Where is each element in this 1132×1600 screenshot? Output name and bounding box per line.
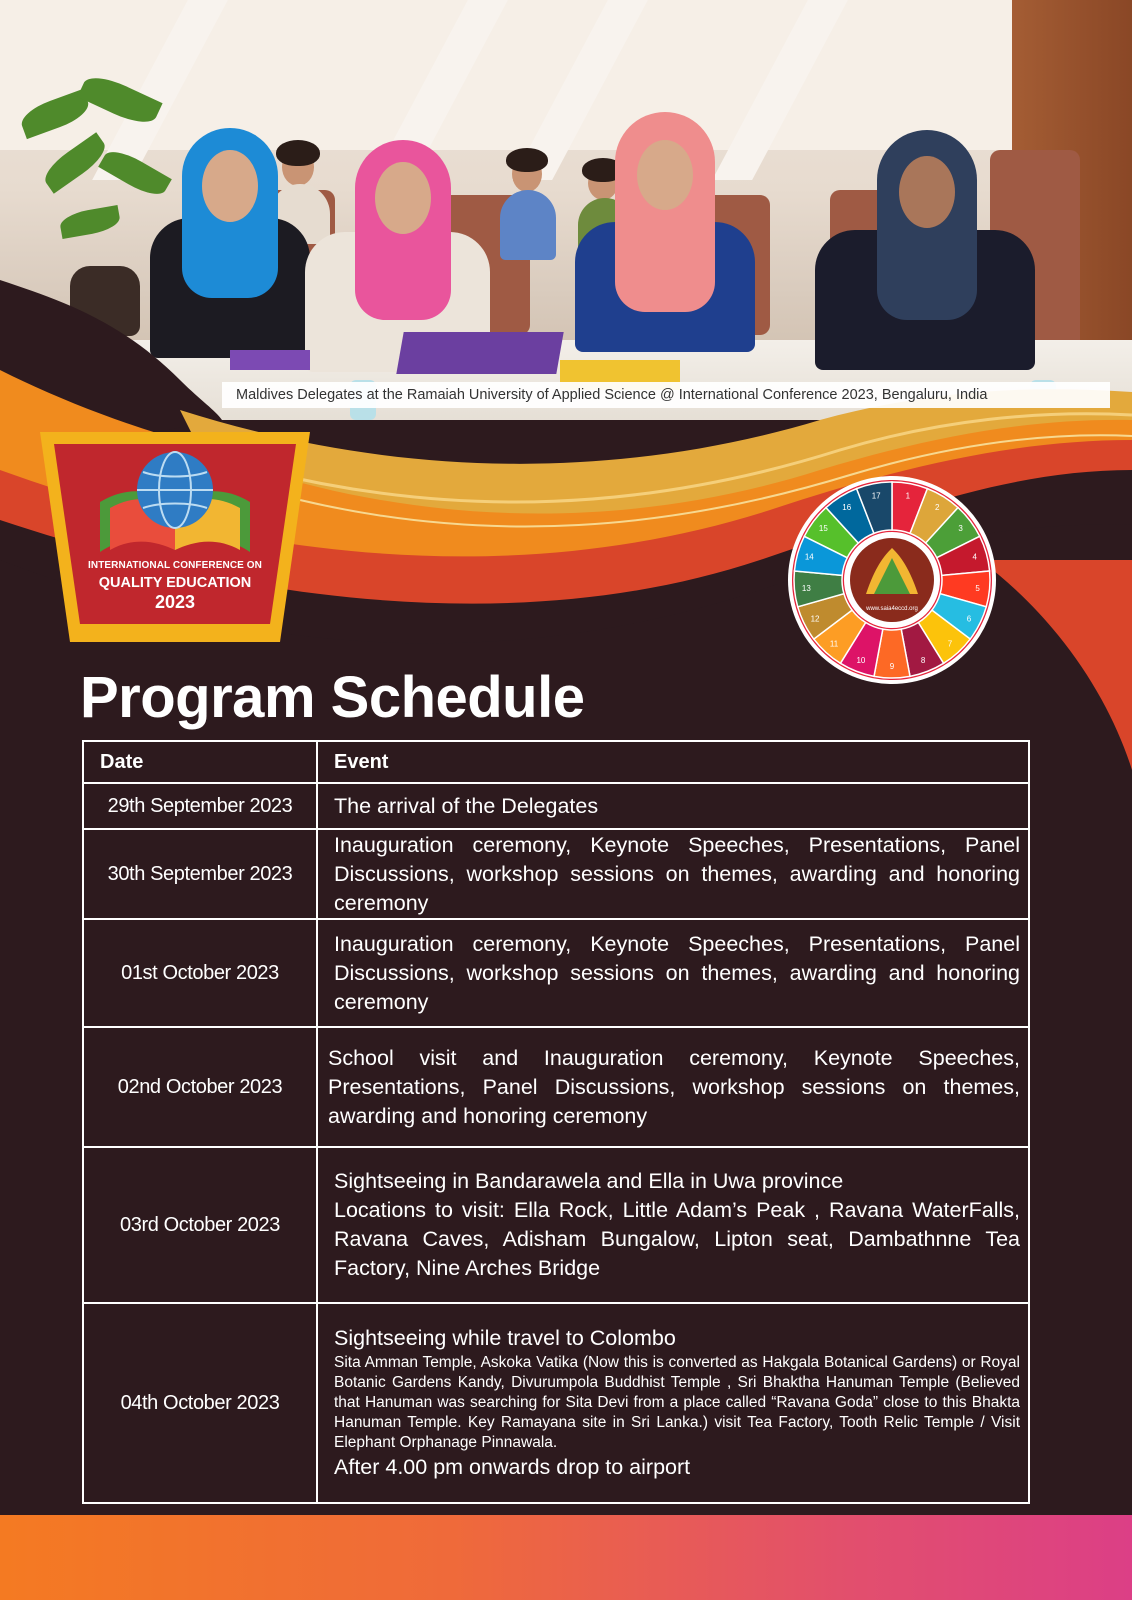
row-date: 03rd October 2023 — [83, 1147, 317, 1303]
row-event-line2: Locations to visit: Ella Rock, Little Adam’s Peak , Ravana WaterFalls, Ravana Caves, Adisham Bungalow, Lipton seat, Dambathnne Tea Factory, Nine Arches Bridge — [334, 1198, 1020, 1280]
conference-logo — [40, 432, 310, 642]
sdg-segment-number: 1 — [905, 491, 911, 501]
photo-caption: Maldives Delegates at the Ramaiah University of Applied Science @ International Conference 2023, Bengaluru, India — [222, 382, 1110, 408]
row-event — [317, 1147, 1029, 1303]
sdg-segment-number: 13 — [801, 583, 811, 593]
sdg-segment-number: 16 — [842, 502, 852, 512]
sdg-segment-number: 2 — [935, 502, 940, 512]
sdg-segment-number: 6 — [966, 614, 972, 624]
row-event — [317, 1303, 1029, 1503]
logo-line1: INTERNATIONAL CONFERENCE ON — [88, 560, 262, 571]
row-event-line1: Sightseeing in Bandarawela and Ella in Uwa province — [334, 1169, 844, 1193]
sdg-segment-number: 14 — [804, 552, 814, 562]
row-event: Inauguration ceremony, Keynote Speeches, Presentations, Panel Discussions, workshop sessions on themes, awarding and honoring ceremony — [317, 919, 1029, 1027]
table-row — [83, 919, 1029, 1027]
sdg-segment-number: 17 — [871, 491, 881, 501]
row-event-line3: After 4.00 pm onwards drop to airport — [334, 1455, 691, 1479]
sdg-segment-number: 10 — [856, 656, 866, 666]
table-row — [83, 783, 1029, 829]
row-event: School visit and Inauguration ceremony, Keynote Speeches, Presentations, Panel Discussions, workshop sessions on themes, awarding and honoring ceremony — [317, 1027, 1029, 1147]
logo-line2: QUALITY EDUCATION — [98, 575, 252, 591]
sdg-segment-number: 3 — [958, 524, 963, 534]
page-title: Program Schedule — [80, 665, 585, 730]
sdg-segment-number: 7 — [947, 639, 953, 649]
sdg-wheel-badge — [786, 474, 998, 686]
row-date: 02nd October 2023 — [83, 1027, 317, 1147]
sdg-segment-number: 4 — [972, 552, 977, 562]
bottom-accent-bar — [0, 1515, 1132, 1600]
sdg-segment-number: 5 — [975, 583, 980, 593]
sdg-segment-number: 15 — [818, 524, 828, 534]
logo-line3: 2023 — [154, 592, 196, 612]
row-event: The arrival of the Delegates — [317, 783, 1029, 829]
row-date: 04th October 2023 — [83, 1303, 317, 1503]
table-row — [83, 1303, 1029, 1503]
table-header-row — [83, 741, 1029, 783]
sdg-segment-number: 9 — [889, 662, 895, 671]
sdg-segment-number: 12 — [810, 614, 820, 624]
table-row — [83, 829, 1029, 919]
table-row — [83, 1147, 1029, 1303]
row-date: 01st October 2023 — [83, 919, 317, 1027]
row-event-detail: Sita Amman Temple, Askoka Vatika (Now this is converted as Hakgala Botanical Gardens) or Royal Botanic Gardens Kandy, Divurumpola Buddhist Temple , Sri Bhaktha Hanuman Temple (Believed that Hanuman was searching for Sita Devi from a place called “Ravana Goda” close to this Bhakta Hanuman Temple. Key Ramayana site in Sri Lanka.) visit Tea Factory, Tooth Relic Temple / Visit Elephant Orphanage Pinnawala. — [334, 1354, 1020, 1451]
sdg-segment-number: 11 — [829, 639, 839, 649]
table-row — [83, 1027, 1029, 1147]
row-event: Inauguration ceremony, Keynote Speeches, Presentations, Panel Discussions, workshop sessions on themes, awarding and honoring ceremony — [317, 829, 1029, 919]
row-event-line1: Sightseeing while travel to Colombo — [334, 1326, 676, 1350]
sdg-segment-number: 8 — [920, 656, 926, 666]
row-date: 30th September 2023 — [83, 829, 317, 919]
row-date: 29th September 2023 — [83, 783, 317, 829]
header-event: Event — [317, 741, 1029, 783]
schedule-table — [82, 740, 1030, 1504]
sdg-url: www.saia4eccd.org — [866, 606, 918, 612]
header-date: Date — [83, 741, 317, 783]
